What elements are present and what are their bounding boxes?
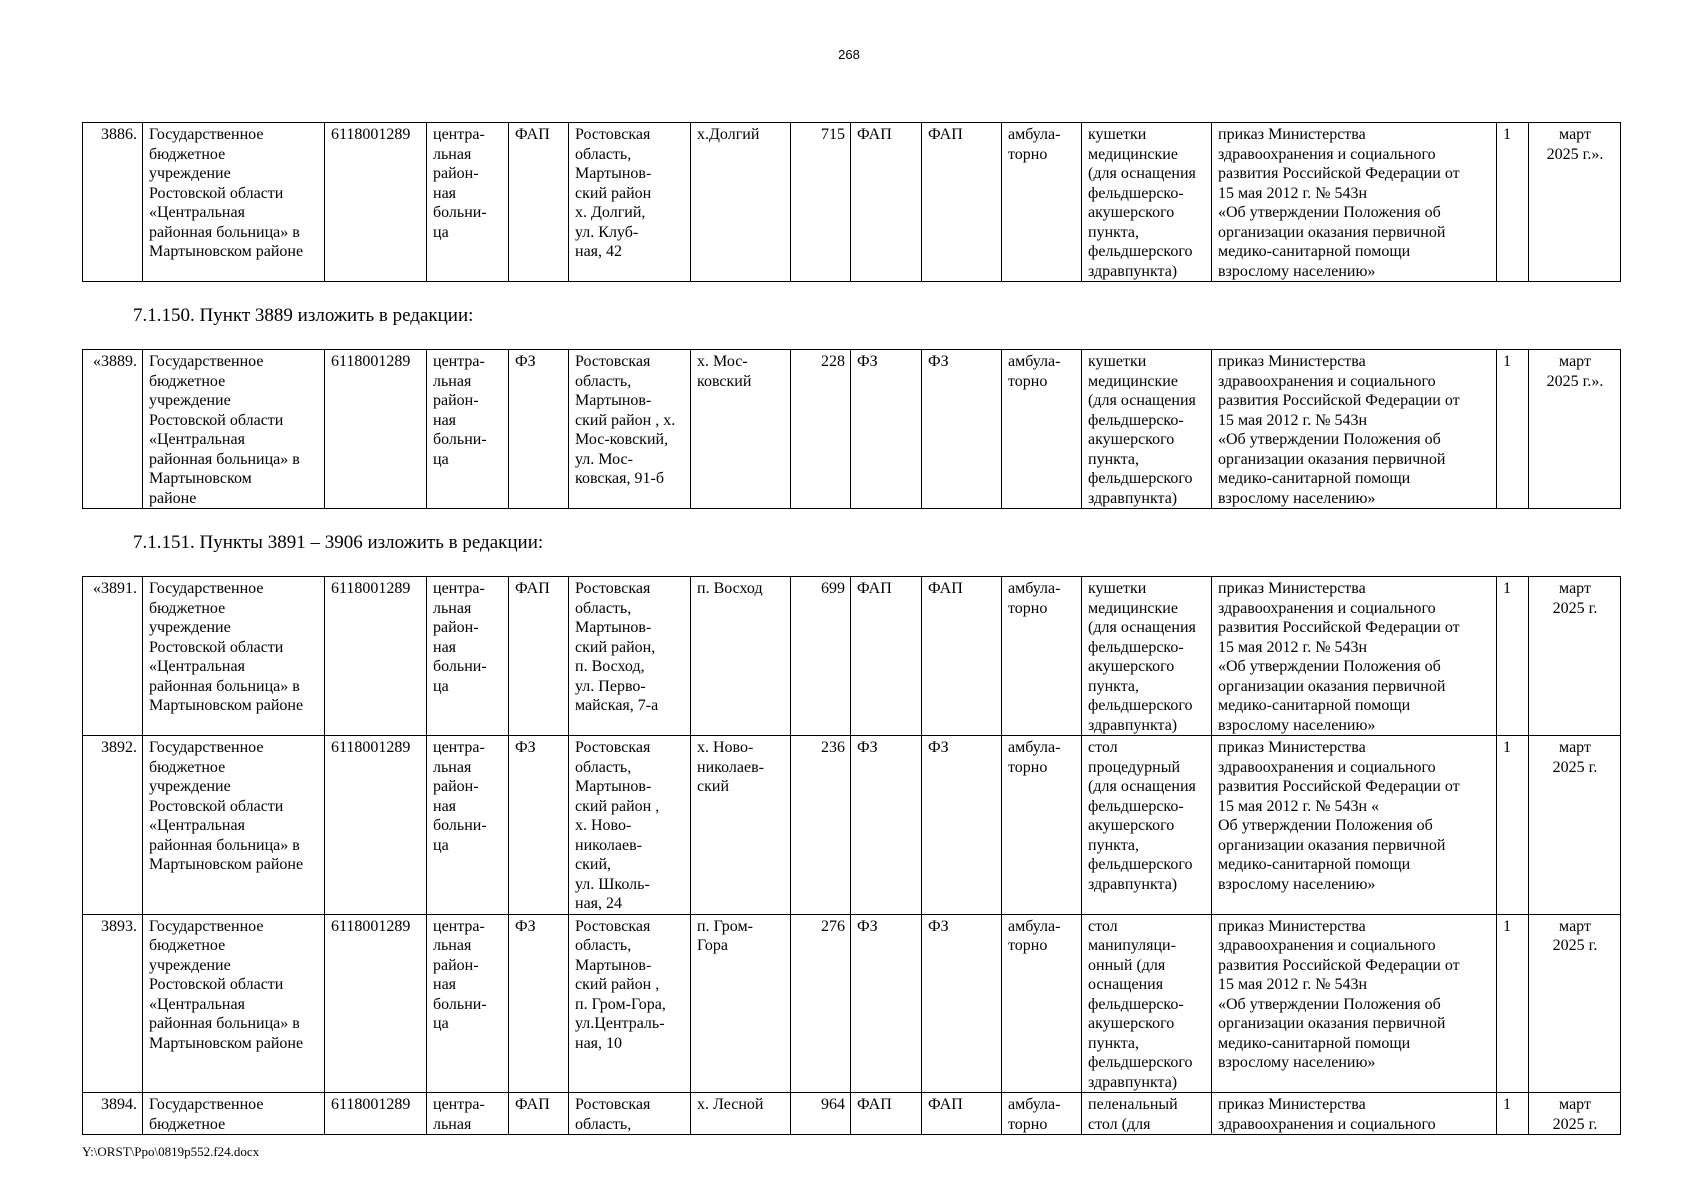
unit-type: ФЗ (509, 350, 569, 509)
care-mode: амбула- торно (1002, 914, 1082, 1093)
equipment-cell: стол манипуляци- онный (для оснащения фельдшерско- акушерского пункта, фельдшерского здравпункта) (1082, 914, 1212, 1093)
quantity-cell: 1 (1497, 1093, 1529, 1135)
quantity-cell: 1 (1497, 914, 1529, 1093)
table-row (83, 736, 1621, 915)
order-cell: приказ Министерства здравоохранения и социального развития Российской Федерации от 15 мая 2012 г. № 543н «Об утверждении Положения об организации оказания первичной медико-санитарной помощи взрослому населению» (1212, 914, 1497, 1093)
equipment-cell: кушетки медицинские (для оснащения фельдшерско- акушерского пункта, фельдшерского здравпункта) (1082, 123, 1212, 282)
population-cell: 715 (791, 123, 851, 282)
row-number: «3891. (83, 577, 143, 736)
inn-cell: 6118001289 (325, 577, 427, 736)
unit-type-2: ФАП (851, 1093, 922, 1135)
care-mode: амбула- торно (1002, 123, 1082, 282)
hospital-type: центра- льная район- ная больни- ца (427, 350, 509, 509)
table-row (83, 123, 1621, 282)
population-cell: 276 (791, 914, 851, 1093)
table-row (83, 1093, 1621, 1135)
unit-type-3: ФЗ (922, 350, 1002, 509)
unit-type-2: ФАП (851, 577, 922, 736)
hospital-type: центра- льная район- ная больни- ца (427, 736, 509, 915)
population-cell: 964 (791, 1093, 851, 1135)
date-cell: март 2025 г. (1529, 914, 1621, 1093)
address-cell: Ростовская область, Мартынов- ский район , п. Гром-Гора, ул.Централь- ная, 10 (569, 914, 691, 1093)
care-mode: амбула- торно (1002, 577, 1082, 736)
hospital-type: центра- льная (427, 1093, 509, 1135)
unit-type-2: ФАП (851, 123, 922, 282)
footer-file-path: Y:\ORST\Ppo\0819p552.f24.docx (82, 1144, 260, 1159)
population-cell: 236 (791, 736, 851, 915)
register-table-3 (82, 576, 1621, 1135)
locality-cell: х. Ново- николаев- ский (691, 736, 791, 915)
inn-cell: 6118001289 (325, 123, 427, 282)
unit-type-3: ФЗ (922, 736, 1002, 915)
address-cell: Ростовская область, Мартынов- ский район х. Долгий, ул. Клуб- ная, 42 (569, 123, 691, 282)
row-number: 3894. (83, 1093, 143, 1135)
register-table-1 (82, 122, 1621, 282)
row-number: «3889. (83, 350, 143, 509)
date-cell: март 2025 г.». (1529, 123, 1621, 282)
page-number: 268 (838, 47, 860, 62)
hospital-type: центра- льная район- ная больни- ца (427, 123, 509, 282)
row-number: 3886. (83, 123, 143, 282)
population-cell: 699 (791, 577, 851, 736)
unit-type-2: ФЗ (851, 914, 922, 1093)
equipment-cell: кушетки медицинские (для оснащения фельдшерско- акушерского пункта, фельдшерского здравпункта) (1082, 577, 1212, 736)
unit-type-3: ФЗ (922, 914, 1002, 1093)
hospital-type: центра- льная район- ная больни- ца (427, 914, 509, 1093)
date-cell: март 2025 г. (1529, 1093, 1621, 1135)
unit-type: ФЗ (509, 736, 569, 915)
address-cell: Ростовская область, Мартынов- ский район , х. Ново- николаев- ский, ул. Школь- ная, 24 (569, 736, 691, 915)
address-cell: Ростовская область, Мартынов- ский район , х. Мос-ковский, ул. Мос- ковская, 91-б (569, 350, 691, 509)
address-cell: Ростовская область, (569, 1093, 691, 1135)
address-cell: Ростовская область, Мартынов- ский район, п. Восход, ул. Перво- майская, 7-а (569, 577, 691, 736)
hospital-type: центра- льная район- ная больни- ца (427, 577, 509, 736)
equipment-cell: пеленальный стол (для (1082, 1093, 1212, 1135)
unit-type-2: ФЗ (851, 350, 922, 509)
quantity-cell: 1 (1497, 350, 1529, 509)
quantity-cell: 1 (1497, 577, 1529, 736)
register-table-2 (82, 349, 1621, 509)
unit-type-2: ФЗ (851, 736, 922, 915)
unit-type-3: ФАП (922, 577, 1002, 736)
unit-type: ФЗ (509, 914, 569, 1093)
inn-cell: 6118001289 (325, 1093, 427, 1135)
amendment-paragraph: 7.1.150. Пункт 3889 изложить в редакции: (133, 305, 474, 326)
date-cell: март 2025 г.». (1529, 350, 1621, 509)
care-mode: амбула- торно (1002, 350, 1082, 509)
quantity-cell: 1 (1497, 123, 1529, 282)
date-cell: март 2025 г. (1529, 736, 1621, 915)
inn-cell: 6118001289 (325, 736, 427, 915)
order-cell: приказ Министерства здравоохранения и социального (1212, 1093, 1497, 1135)
order-cell: приказ Министерства здравоохранения и социального развития Российской Федерации от 15 мая 2012 г. № 543н « Об утверждении Положения об организации оказания первичной медико-санитарной помощи взрослому населению» (1212, 736, 1497, 915)
unit-type-3: ФАП (922, 1093, 1002, 1135)
organization-name: Государственное бюджетное учреждение Ростовской области «Центральная районная больница» в Мартыновском районе (143, 577, 325, 736)
date-cell: март 2025 г. (1529, 577, 1621, 736)
organization-name: Государственное бюджетное учреждение Ростовской области «Центральная районная больница» в Мартыновском районе (143, 736, 325, 915)
equipment-cell: стол процедурный (для оснащения фельдшерско- акушерского пункта, фельдшерского здравпункта) (1082, 736, 1212, 915)
locality-cell: х.Долгий (691, 123, 791, 282)
locality-cell: х. Мос- ковский (691, 350, 791, 509)
population-cell: 228 (791, 350, 851, 509)
quantity-cell: 1 (1497, 736, 1529, 915)
care-mode: амбула- торно (1002, 736, 1082, 915)
inn-cell: 6118001289 (325, 350, 427, 509)
locality-cell: п. Гром- Гора (691, 914, 791, 1093)
amendment-paragraph: 7.1.151. Пункты 3891 – 3906 изложить в редакции: (133, 532, 544, 553)
organization-name: Государственное бюджетное (143, 1093, 325, 1135)
order-cell: приказ Министерства здравоохранения и социального развития Российской Федерации от 15 мая 2012 г. № 543н «Об утверждении Положения об организации оказания первичной медико-санитарной помощи взрослому населению» (1212, 350, 1497, 509)
unit-type: ФАП (509, 123, 569, 282)
table-row (83, 577, 1621, 736)
unit-type-3: ФАП (922, 123, 1002, 282)
equipment-cell: кушетки медицинские (для оснащения фельдшерско- акушерского пункта, фельдшерского здравпункта) (1082, 350, 1212, 509)
locality-cell: п. Восход (691, 577, 791, 736)
organization-name: Государственное бюджетное учреждение Ростовской области «Центральная районная больница» в Мартыновском районе (143, 914, 325, 1093)
row-number: 3892. (83, 736, 143, 915)
organization-name: Государственное бюджетное учреждение Ростовской области «Центральная районная больница» в Мартыновском районе (143, 123, 325, 282)
organization-name: Государственное бюджетное учреждение Ростовской области «Центральная районная больница» в Мартыновском районе (143, 350, 325, 509)
order-cell: приказ Министерства здравоохранения и социального развития Российской Федерации от 15 мая 2012 г. № 543н «Об утверждении Положения об организации оказания первичной медико-санитарной помощи взрослому населению» (1212, 123, 1497, 282)
order-cell: приказ Министерства здравоохранения и социального развития Российской Федерации от 15 мая 2012 г. № 543н «Об утверждении Положения об организации оказания первичной медико-санитарной помощи взрослому населению» (1212, 577, 1497, 736)
inn-cell: 6118001289 (325, 914, 427, 1093)
unit-type: ФАП (509, 577, 569, 736)
row-number: 3893. (83, 914, 143, 1093)
table-row (83, 914, 1621, 1093)
care-mode: амбула- торно (1002, 1093, 1082, 1135)
locality-cell: х. Лесной (691, 1093, 791, 1135)
unit-type: ФАП (509, 1093, 569, 1135)
table-row (83, 350, 1621, 509)
